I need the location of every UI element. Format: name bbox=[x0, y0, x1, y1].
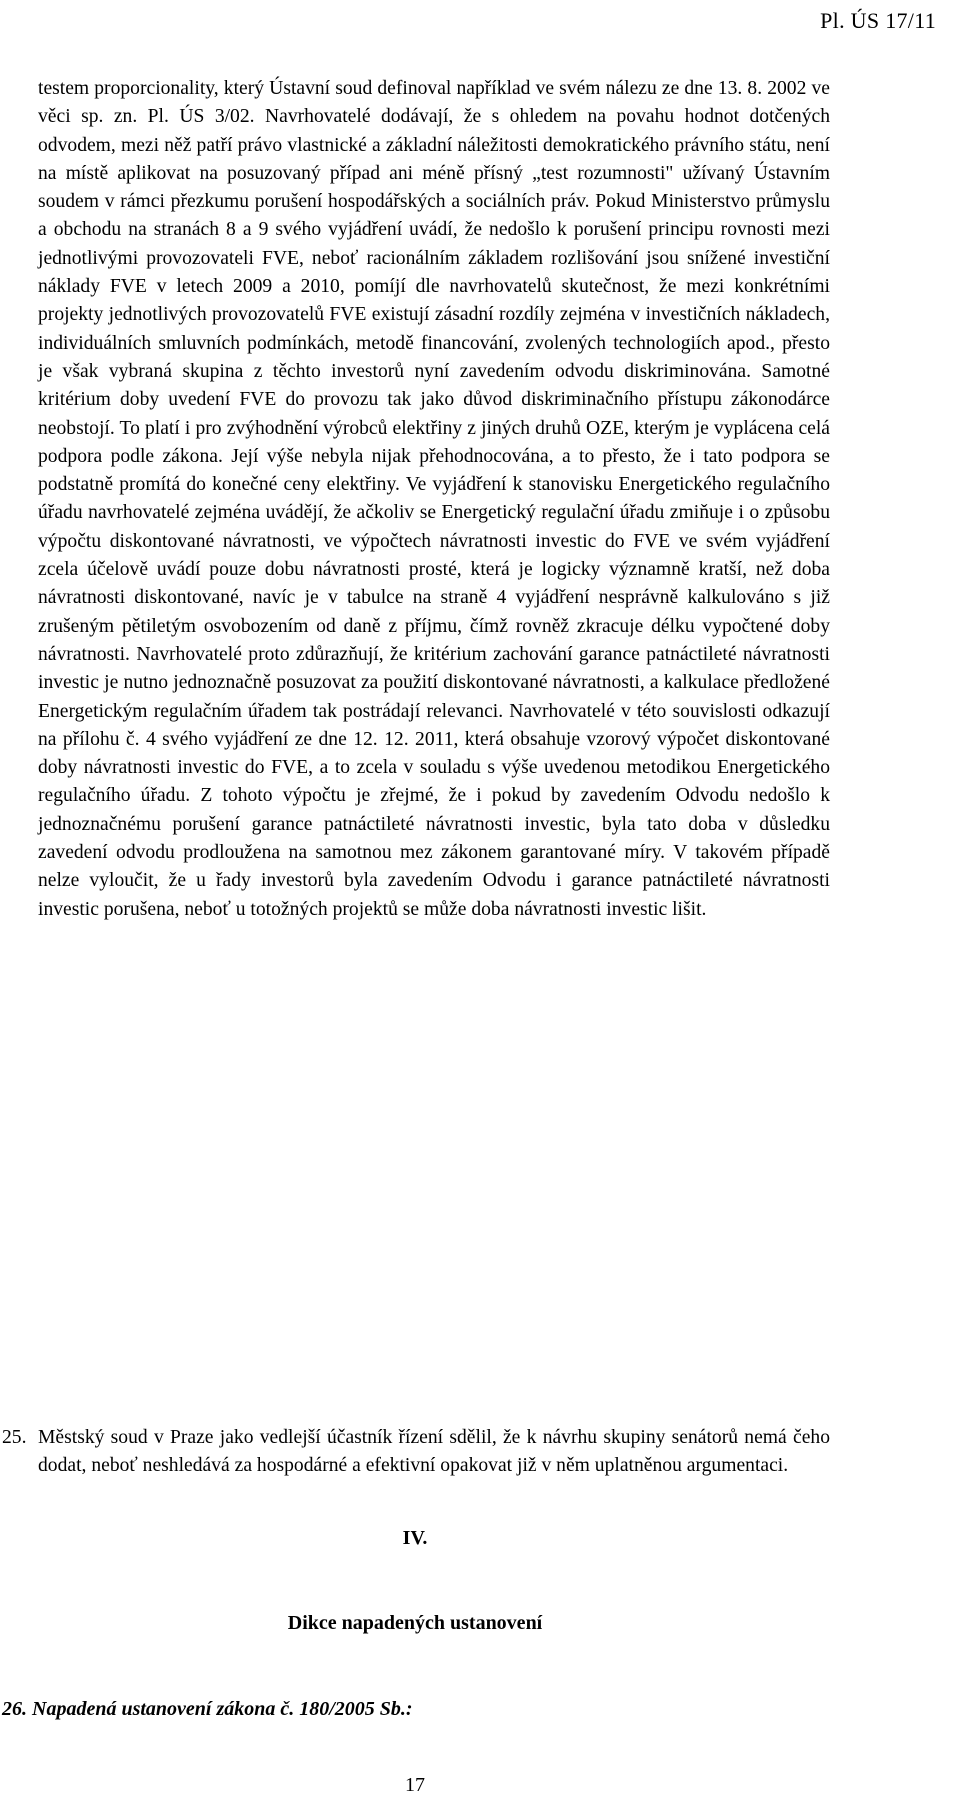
item-number: 25. bbox=[2, 1427, 27, 1448]
document-reference-header: Pl. ÚS 17/11 bbox=[820, 8, 936, 33]
section-number: IV. bbox=[402, 1527, 428, 1549]
section-title: Dikce napadených ustanovení bbox=[287, 1612, 543, 1634]
numbered-item-25 bbox=[2, 1424, 830, 1481]
item-text: Městský soud v Praze jako vedlejší účastník řízení sdělil, že k návrhu skupiny senátorů nemá čeho dodat, neboť neshledává za hospodárné a efektivní opakovat již v něm uplatněnou argumentaci. bbox=[38, 1427, 830, 1477]
page-number: 17 bbox=[405, 1774, 425, 1796]
sub-heading: 26. Napadená ustanovení zákona č. 180/2005 Sb.: bbox=[2, 1698, 413, 1720]
body-paragraph: testem proporcionality, který Ústavní soud definoval například ve svém nálezu ze dne 13. 8. 2002 ve věci sp. zn. Pl. ÚS 3/02. Navrhovatelé dodávají, že s ohledem na povahu hodnot dotčených odvodem, mezi něž patří právo vlastnické a základní náležitosti demokratického právního státu, není na místě aplikovat na posuzovaný případ ani méně přísný „test rozumnosti" užívaný Ústavním soudem v rámci přezkumu porušení hospodářských a sociálních práv. Pokud Ministerstvo průmyslu a obchodu na stranách 8 a 9 svého vyjádření uvádí, že nedošlo k porušení principu rovnosti mezi jednotlivými provozovateli FVE, neboť racionálním základem rozlišování jsou snížené investiční náklady FVE v letech 2009 a 2010, pomíjí dle navrhovatelů skutečnost, že mezi konkrétními projekty jednotlivých provozovatelů FVE existují zásadní rozdíly zejména v investičních nákladech, individuálních smluvních podmínkách, metodě financování, zvolených technologiích apod., přesto je však vybraná skupina z těchto investorů nyní zavedením odvodu diskriminována. Samotné kritérium doby uvedení FVE do provozu tak jako důvod diskriminačního přístupu zákonodárce neobstojí. To platí i pro zvýhodnění výrobců elektřiny z jiných druhů OZE, kterým je vyplácena celá podpora podle zákona. Její výše nebyla nijak přehodnocována, a to přesto, že i tato podpora se podstatně promítá do konečné ceny elektřiny. Ve vyjádření k stanovisku Energetického regulačního úřadu navrhovatelé zejména uvádějí, že ačkoliv se Energetický regulační úřadu zmiňuje i o způsobu výpočtu diskontované návratnosti, ve výpočtech návratnosti investic do FVE ve svém vyjádření zcela účelově uvádí pouze dobu návratnosti prosté, která je logicky významně kratší, než doba návratnosti diskontované, navíc je v tabulce na straně 4 vyjádření nesprávně kalkulováno s již zrušeným pětiletým osvobozením od daně z příjmu, čímž rovněž zkracuje délku vypočtené doby návratnosti. Navrhovatelé proto zdůrazňují, že kritérium zachování garance patnáctileté návratnosti investic je nutno jednoznačně posuzovat za použití diskontované návratnosti, a kalkulace předložené Energetickým regulačním úřadem tak postrádají relevanci. Navrhovatelé v této souvislosti odkazují na přílohu č. 4 svého vyjádření ze dne 12. 12. 2011, která obsahuje vzorový výpočet diskontované doby návratnosti investic do FVE, a to zcela v souladu s výše uvedenou metodikou Energetického regulačního úřadu. Z tohoto výpočtu je zřejmé, že i pokud by zavedením Odvodu nedošlo k jednoznačnému porušení garance patnáctileté návratnosti investic, byla tato doba v důsledku zavedení odvodu prodloužena na samotnou mez zákonem garantované míry. V takovém případě nelze vyloučit, že u řady investorů byla zavedením Odvodu i garance patnáctileté návratnosti investic porušena, neboť u totožných projektů se může doba návratnosti investic lišit. bbox=[38, 78, 830, 920]
